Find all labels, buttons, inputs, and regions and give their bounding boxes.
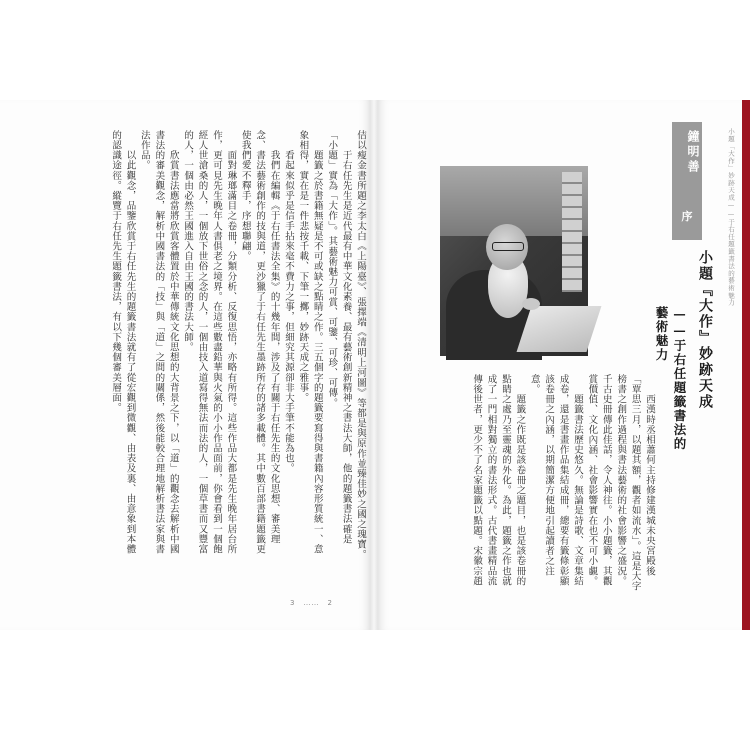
photo-hand [522,298,540,310]
photo-glasses [492,242,524,251]
photo-paper [517,306,602,352]
book-spread [0,100,750,630]
photo-window [562,172,582,292]
red-edge-rule [742,100,750,630]
running-head: 小題「大作」妙跡天成——于右任題籤書法的藝術魅力 [727,128,735,307]
author-suffix: 序 [681,210,693,223]
author-photo [440,166,588,356]
author-name: 鐘明善 [686,130,700,175]
chapter-subtitle: ——于右任題籤書法的藝術魅力 [654,306,687,451]
chapter-title: 小題『大作』妙跡天成 [697,250,713,410]
author-box [672,122,702,240]
left-page-body-text: 佶以瘦金書所題之李太白《上陽臺》、張擇端《清明上河圖》等都是與原作並臻佳妙之國之瑰寶。 于右任先生是近代最有中華文化素養、最有藝術創新精神之書法大師，他的題籤書法確是「小題」實為「大作」。其藝術魅力可賞、可鑒、可珍、可傳。 題籤之於書籍無疑是不可或缺之點睛之作。三五個字的題籤要寫得與書籍內容形質統一、意象相得，實在是一件悲按千載、下筆一擲，妙跡天成之雅事。 看起來似乎是信手拈來毫不費力之事，但細究其源卻非大手筆不能為也。 我們在編輯《于右任書法全集》的十幾年間，涉及了有關于右任先生的文化思想、審美理念、書法藝術創作的技與道，更沙獵了于右任先生墨跡所存的諸多載體。其中數百部書籍題籤更使我們愛不釋手，序想聯翩。 面對琳瑯滿目之卷冊，分類分析、反復思悟，亦略有所得。這些作品大都是先生晚年居台所作，更可見先生晚年人書俱老之境界。在這些數盡鉛華與火氣的小小作品面前，你會看到一個飽經人世滄桑的人，一個放下世俗之念的人，一個由技入道寫得無法而法的人，一個草書而又豐富的人，一個由必然王國進入自由王國的書法大師。 欣賞書法應當將欣賞客體置於中華傳統文化思想的大背景之下，以「道」的觀念去解析中國書法的審美觀念，解析中國書法的「技」與「道」之間的關係，然後能較合理地解析書法家與書法作品。 以此觀念，品鑒欣賞于右任先生的題籤書法就有了從宏觀到微觀、由表及裏、由意象到本體的認識途徑。縱覽于右任先生題籤書法，有以下幾個審美層面。 [110,130,366,560]
left-page [0,100,370,630]
right-page-body-text: 西漢時丞相蕭何主持修建漢城未央宮殿後「覃思三月，以題其額，觀者如流水」。這是大字榜書之創作過程與書法藝術的社會影響之盛況。千古史冊傳此佳話，令人神往。小小題籤，其觀賞價值、文化內涵、社會影響實在也不可小覷。 題籤書法歷史悠久。無論是詩歌、文章集結成卷，還是書畫作品集結成冊，總要有籤條彰顯該卷冊之內涵，以期簡潔方便地引起讀者之注意。 題籤之作既是該卷冊之題目，也是該卷冊的點睛之處乃至靈魂的外化。為此，題籤之作也就成了一門相對獨立的書法形式。古代書畫精品流傳後世者，更少不了名家題籤以點題。宋徽宗趙 [471,374,655,592]
right-page [378,100,750,630]
book-gutter [370,100,378,630]
page-folio: 3 …… 2 [290,599,333,607]
